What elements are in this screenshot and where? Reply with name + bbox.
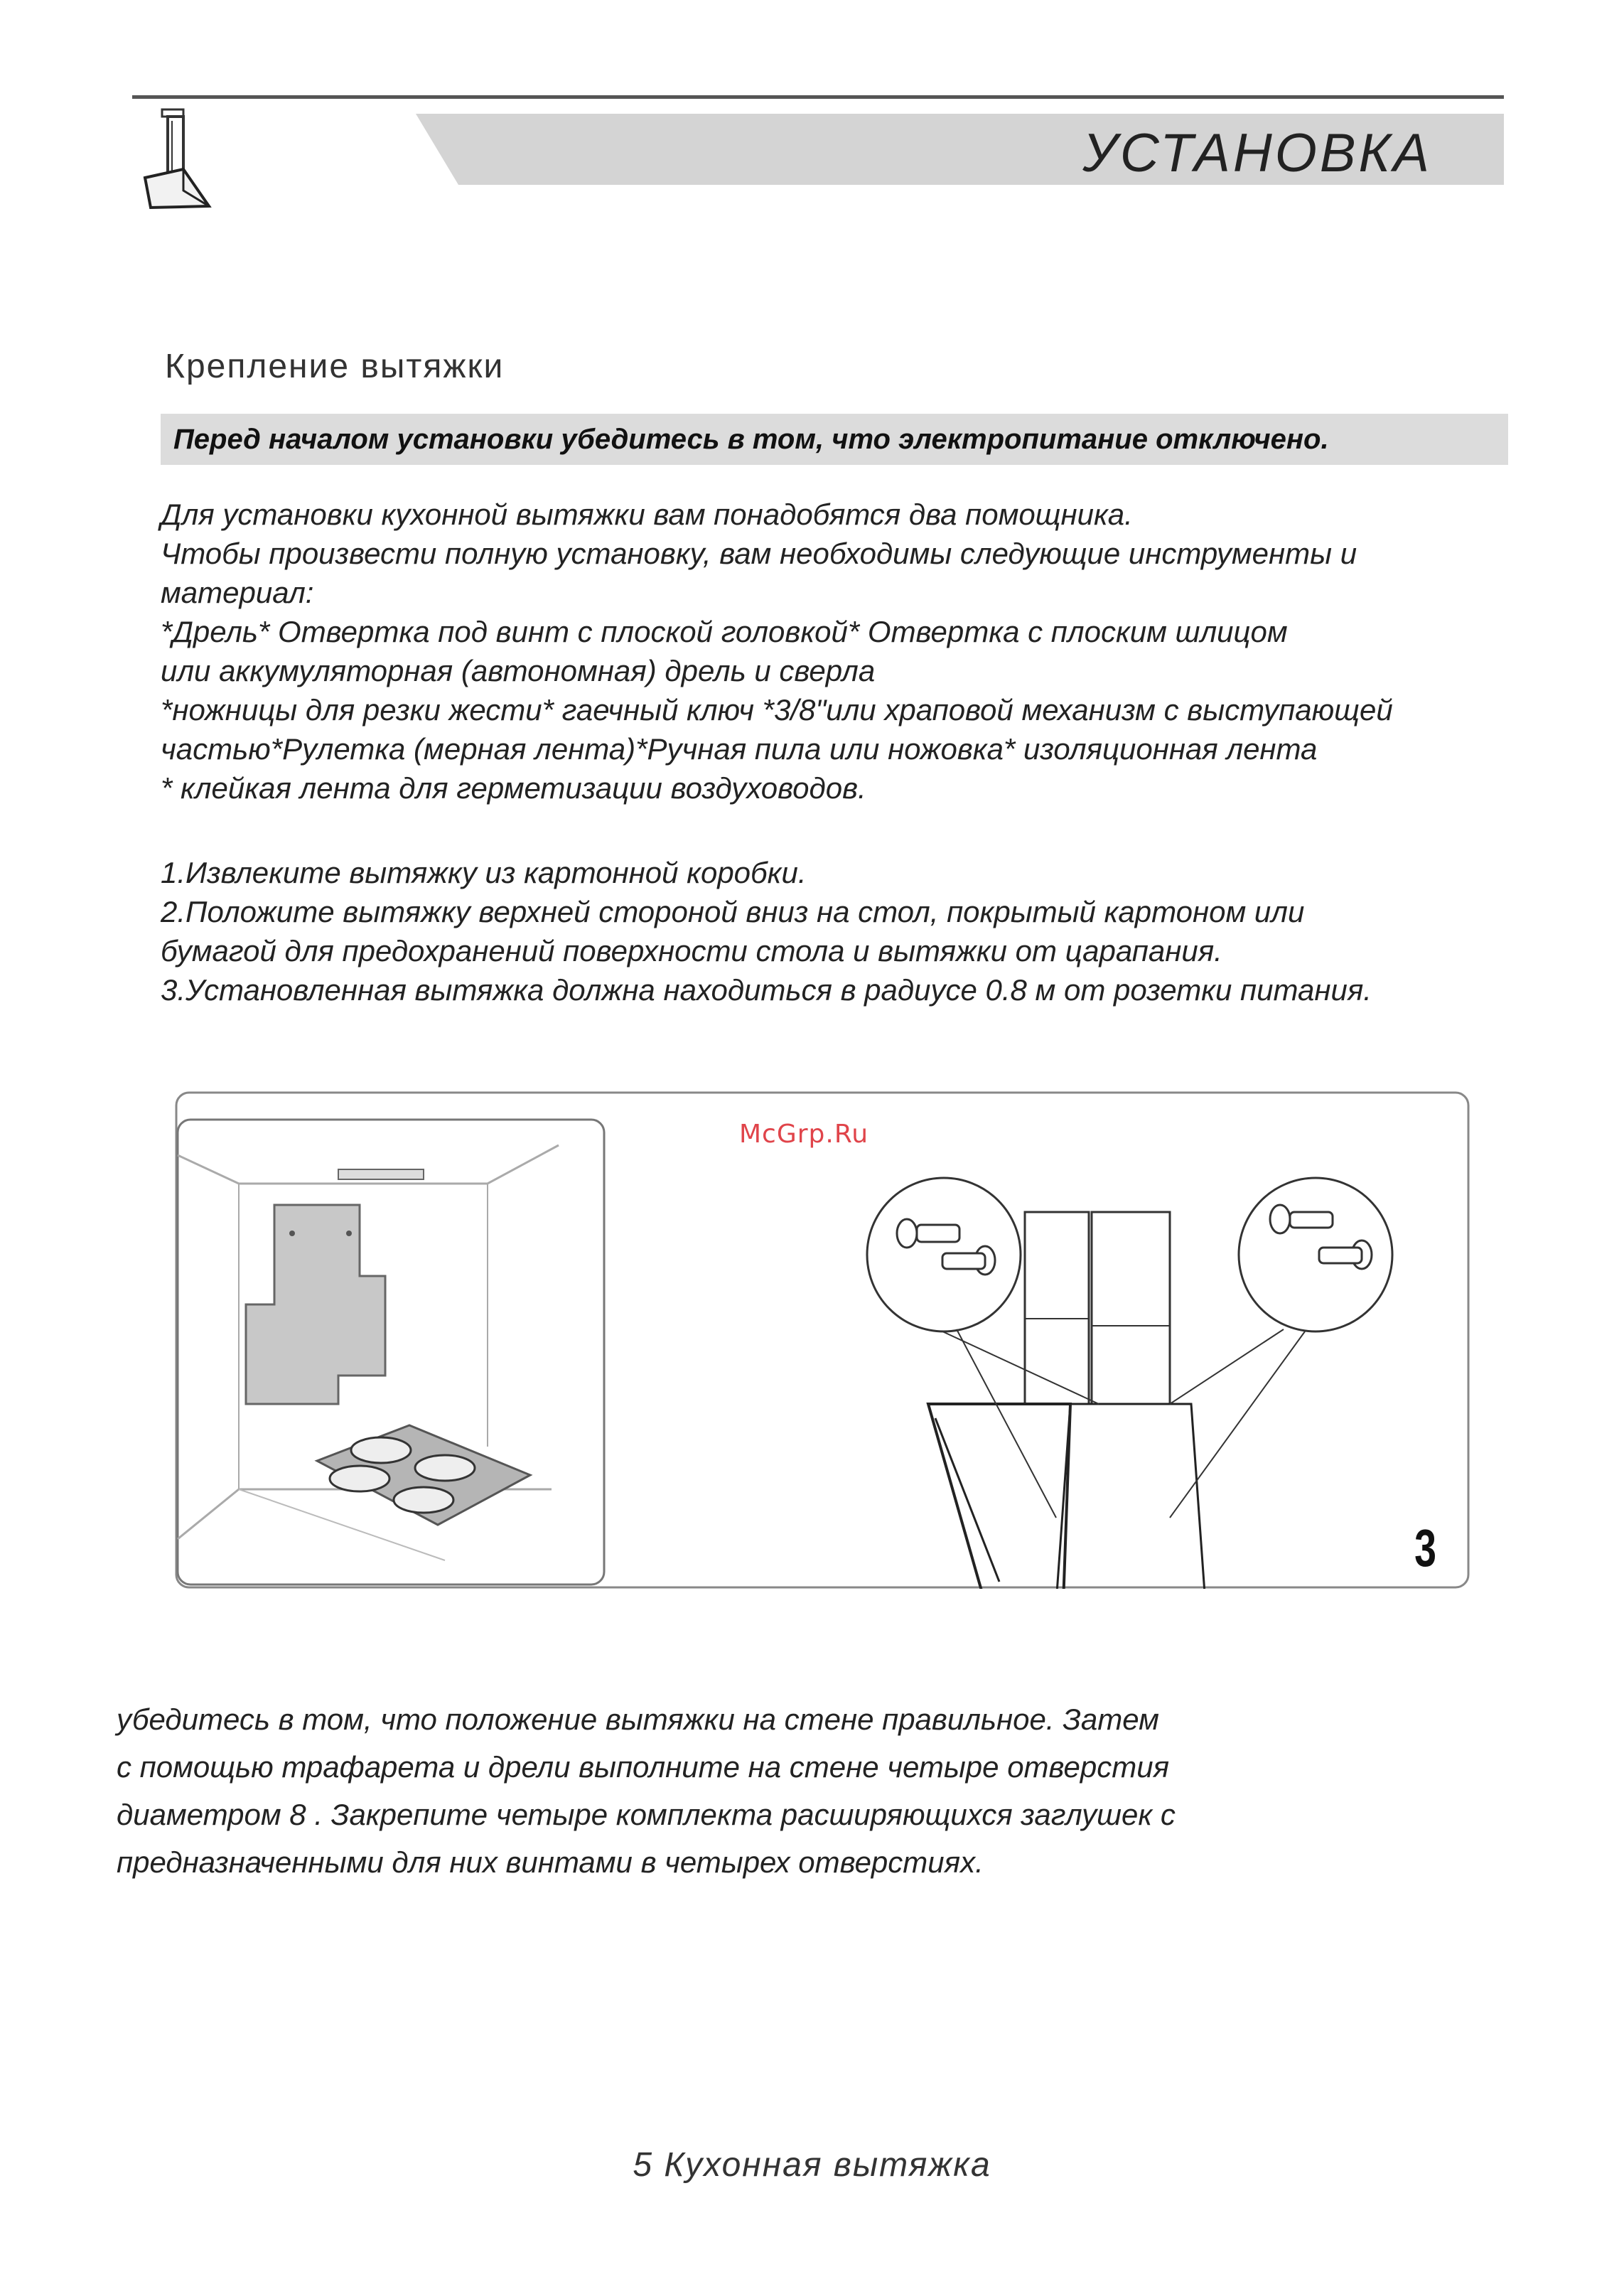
text-line: частью*Рулетка (мерная лента)*Ручная пила или ножовка* изоляционная лента bbox=[161, 732, 1318, 766]
step-item: 2.Положите вытяжку верхней стороной вниз на стол, покрытый картоном или bbox=[161, 895, 1305, 928]
text-line: материал: bbox=[161, 576, 314, 609]
text-line: *ножницы для резки жести* гаечный ключ *3/8"или храповой механизм с выступающей bbox=[161, 693, 1393, 727]
step-item: 3.Установленная вытяжка должна находиться в радиусе 0.8 м от розетки питания. bbox=[161, 973, 1372, 1007]
warning-box: Перед началом установки убедитесь в том, что электропитание отключено. bbox=[161, 414, 1508, 465]
text-line: * клейкая лента для герметизации воздуховодов. bbox=[161, 771, 866, 805]
text-line: предназначенными для них винтами в четырех отверстиях. bbox=[117, 1845, 984, 1879]
watermark: McGrp.Ru bbox=[739, 1120, 869, 1149]
figure-number: 3 bbox=[1414, 1518, 1437, 1577]
steps-list bbox=[161, 853, 1554, 1009]
page-title: УСТАНОВКА bbox=[1082, 123, 1432, 183]
page-footer: 5 Кухонная вытяжка bbox=[633, 2146, 991, 2184]
step-item: бумагой для предохранений поверхности стола и вытяжки от царапания. bbox=[161, 934, 1222, 967]
header-rule bbox=[132, 95, 1504, 99]
text-line: Чтобы произвести полную установку, вам необходимы следующие инструменты и bbox=[161, 537, 1357, 570]
step-item: 1.Извлеките вытяжку из картонной коробки. bbox=[161, 856, 807, 889]
text-line: или аккумуляторная (автономная) дрель и сверла bbox=[161, 654, 876, 687]
range-hood-icon bbox=[141, 107, 226, 213]
text-line: диаметром 8 . Закрепите четыре комплекта расширяющихся заглушек с bbox=[117, 1798, 1176, 1831]
text-line: с помощью трафарета и дрели выполните на стене четыре отверстия bbox=[117, 1750, 1170, 1784]
tools-paragraph bbox=[161, 495, 1554, 808]
text-line: Для установки кухонной вытяжки вам понадобятся два помощника. bbox=[161, 498, 1133, 531]
text-line: убедитесь в том, что положение вытяжки на стене правильное. Затем bbox=[117, 1703, 1159, 1736]
mounting-paragraph bbox=[117, 1695, 1510, 1886]
section-title: Крепление вытяжки bbox=[165, 348, 505, 385]
text-line: *Дрель* Отвертка под винт с плоской головкой* Отвертка с плоским шлицом bbox=[161, 615, 1288, 648]
installation-figure bbox=[175, 1091, 1470, 1589]
